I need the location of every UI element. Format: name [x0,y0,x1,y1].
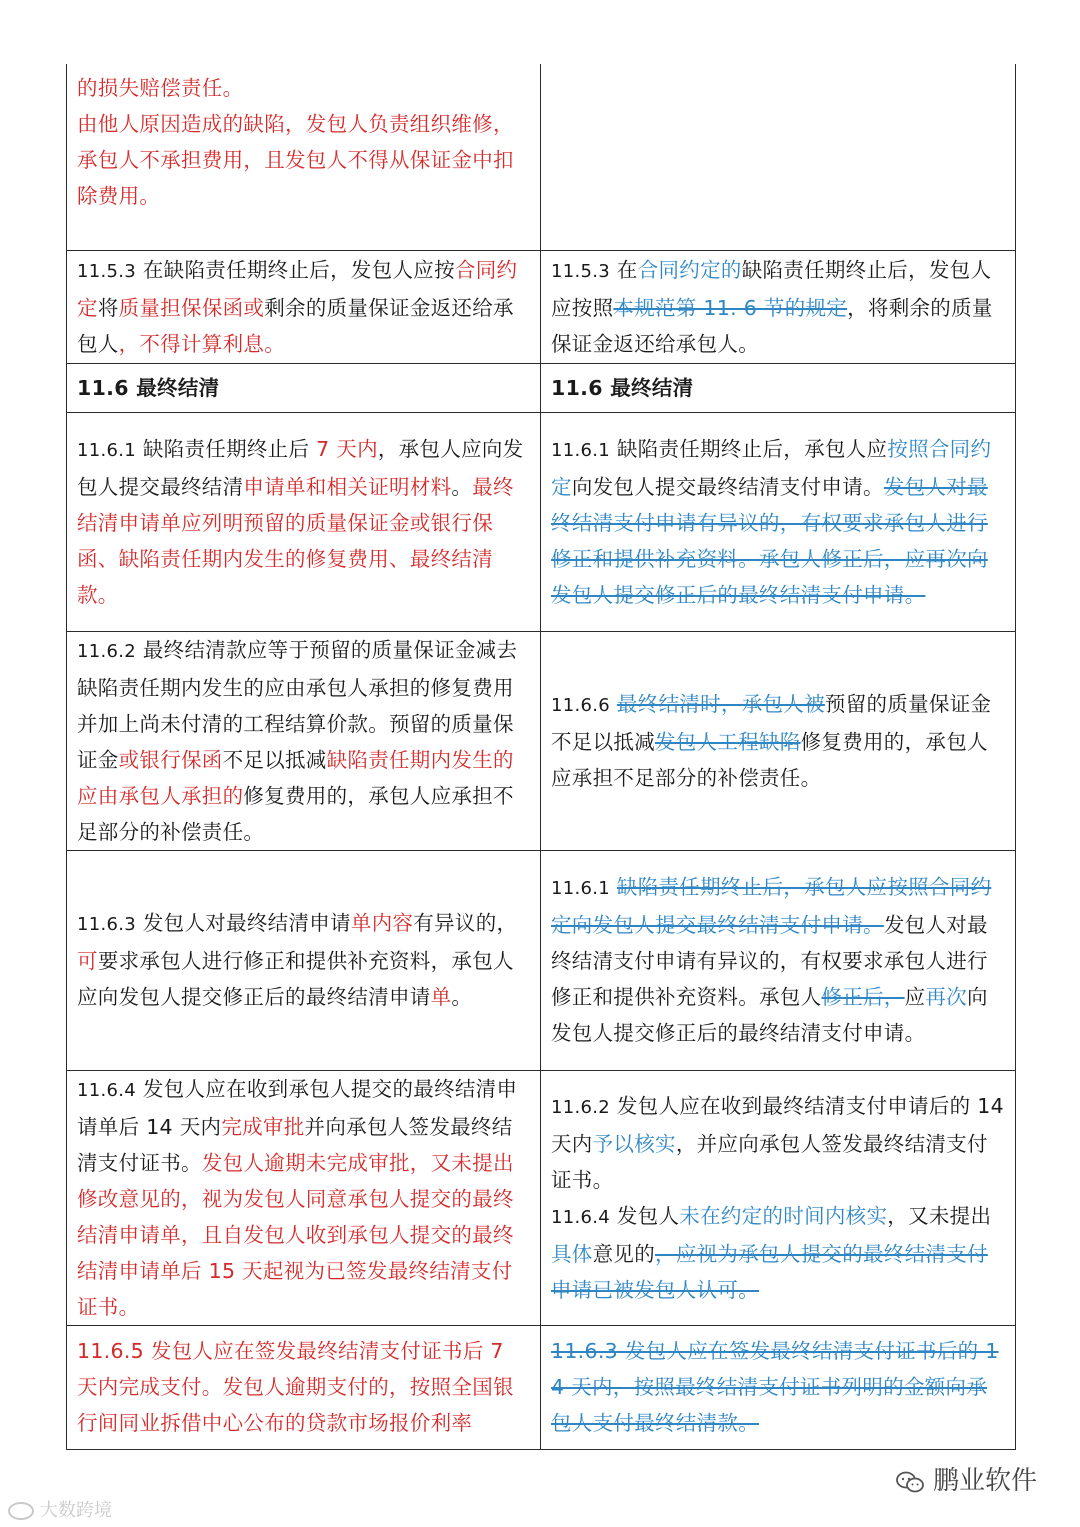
text-segment: 发包人应在收到承包人提交的最终结清申请单后 14 天内 [77,1076,518,1139]
clause-11-6-3-right [541,1325,1016,1449]
text-segment: 发包人对最终结清申请 [136,911,351,935]
clause-11-5-3-left [67,250,541,363]
text-segment: 11.6 最终结清 [77,375,220,400]
text-segment [610,875,617,899]
text-segment: 最终结清申请单应列明预留的质量保证金或银行保函、缺陷责任期内发生的修复费用、最终结清款。 [77,474,514,607]
text-segment: 预留的质量保证金不足以抵减 [551,691,992,754]
text-segment: 缺陷责任期终止后，发包人应按照 [551,257,992,320]
text-segment: 向发包人提交修正后的最终结清支付申请。 [551,985,988,1045]
text-segment: ，又未提出 [887,1203,992,1228]
text-segment: 11.6.6 [551,694,611,716]
clause-11-6-3-left [67,850,541,1070]
row1-right-cell [541,64,1016,250]
text-segment: 发包人应在收到最终结清支付申请后的 14 天内 [551,1093,1004,1156]
text-segment: 有异议的， [413,911,518,935]
clause-11-5-3-right [541,250,1016,363]
text-segment: 发包人对最终结清支付申请有异议的，有权要求承包人进行修正和提供补充资料。承包人 [551,913,988,1009]
text-segment: ，承包人应向发包人提交最终结清 [77,436,524,499]
watermark-logo-icon [8,1502,34,1520]
clause-11-6-1-right [541,412,1016,631]
text-segment: 具体 [551,1241,593,1266]
text-segment: ，不得计算利息。 [118,331,286,356]
text-segment: 或银行保函 [118,747,223,772]
text-segment: 11.6.1 [551,878,611,899]
text-segment: 11.6.3 [77,914,137,935]
text-segment: 修正后， [821,985,905,1009]
text-segment: 。 [451,985,473,1009]
text-segment: 质量担保保函或 [118,295,265,320]
clause-11-6-6-right [541,631,1016,850]
text-segment: ，并应向承包人签发最终结清支付证书。 [551,1131,988,1192]
text-segment: 缺陷责任期内发生的应由承包人承担的 [77,747,514,808]
text-segment: 合同约定的 [637,257,742,282]
text-segment: 向发包人提交最终结清支付申请。 [571,474,884,499]
watermark-left-text: 大数跨境 [40,1500,112,1521]
text-segment: 未在约定的时间内核实 [679,1203,888,1228]
text-segment: 11.6.5 发包人应在签发最终结清支付证书后 7 天内完成支付。发包人逾期支付的，按照全国银行间同业拆借中心公布的贷款市场报价利率 [77,1339,514,1435]
text-segment: 本规范第 11. 6 节的规定 [613,295,848,320]
text-segment: 修复费用的，承包人应承担不足部分的补偿责任。 [551,729,988,790]
text-segment: 发包人工程缺陷 [655,729,801,754]
text-segment: 11.6.4 [77,1079,137,1101]
wechat-icon [895,1470,925,1494]
clause-11-6-2-left [67,631,541,850]
text-segment: 11.6.3 发包人应在签发最终结清支付证书后的 14 天内，按照最终结清支付证书列明的金额向承包人支付最终结清款。 [551,1339,999,1435]
text-segment [610,692,617,716]
text-segment: 11.6.4 [551,1206,611,1228]
text-segment: 的损失赔偿责任。 [77,76,244,100]
watermark-right [895,1460,1037,1497]
text-segment: 予以核实 [592,1131,676,1156]
text-segment: 发包人逾期未完成审批，又未提出修改意见的，视为发包人同意承包人提交的最终结清申请单，且自发包人收到承包人提交的最终结清申请单后 15 天起视为已签发最终结清支付证书。 [77,1150,514,1319]
text-segment: 最终结清时，承包人被 [616,691,825,716]
clause-11-6-4-left [67,1070,541,1325]
text-segment: 不足以抵减 [222,747,327,772]
text-segment: 按照合同约定 [551,436,992,499]
text-segment: 11.6.1 [77,439,137,461]
text-segment: 11.6.2 [77,640,137,662]
text-segment: 单内容 [350,911,414,935]
text-segment: 发包人 [610,1203,680,1228]
text-segment: 在 [610,257,638,282]
text-segment: 11.5.3 [551,260,611,282]
text-segment: 。 [451,474,473,499]
text-segment: 将 [97,295,119,320]
text-segment: 最终结清款应等于预留的质量保证金减去缺陷责任期内发生的应由承包人承担的修复费用并加上尚未付清的工程结算价款。预留的质量保证金 [77,637,518,772]
text-segment: 缺陷责任期终止后 [136,436,317,461]
text-segment: 合同约定 [77,257,518,320]
text-segment: 意见的 [592,1241,656,1266]
text-segment: 7 天内 [316,436,378,461]
text-segment: 再次 [925,985,968,1009]
text-segment: 由他人原因造成的缺陷，发包人负责组织维修，承包人不承担费用，且发包人不得从保证金中扣除费用。 [77,112,514,208]
clause-11-6-5-left [67,1325,541,1449]
clause-11-6-1-dispute-right [541,850,1016,1070]
text-segment: 申请单和相关证明材料 [243,474,452,499]
text-segment: 11.6.2 [551,1096,611,1118]
text-segment: 11.6 最终结清 [551,375,694,400]
text-segment: 完成审批 [221,1114,305,1139]
watermark-right-text: 鹏业软件 [933,1466,1038,1496]
text-segment: 要求承包人进行修正和提供补充资料，承包人应向发包人提交修正后的最终结清申请 [77,949,514,1009]
text-segment: 11.6.1 [551,439,611,461]
text-segment: 可 [77,949,98,973]
text-segment: ，应视为承包人提交的最终结清支付申请已被发包人认可。 [551,1241,988,1302]
text-segment: 修复费用的，承包人应承担不足部分的补偿责任。 [77,783,514,844]
text-segment: 并向承包人签发最终结清支付证书。 [77,1114,513,1175]
text-segment: 应 [904,985,926,1009]
clause-11-6-2-11-6-4-right [541,1070,1016,1325]
text-segment: 11.5.3 [77,260,137,282]
section-11-6-heading-right [541,363,1016,412]
row1-left-cell [67,64,541,250]
clause-comparison-table [66,64,1016,1450]
clause-11-6-1-left [67,412,541,631]
text-segment: 缺陷责任期终止后，承包人应按照合同约定向发包人提交最终结清支付申请。 [551,875,992,937]
section-11-6-heading-left [67,363,541,412]
text-segment: 在缺陷责任期终止后，发包人应按 [136,257,455,282]
watermark-left [8,1496,112,1522]
text-segment: ，将剩余的质量保证金返还给承包人。 [551,295,993,356]
text-segment: 剩余的质量保证金返还给承包人 [77,295,514,356]
text-segment: 单 [430,985,452,1009]
text-segment: 发包人对最终结清支付申请有异议的，有权要求承包人进行修正和提供补充资料。承包人修正后，应再次向发包人提交修正后的最终结清支付申请。 [551,474,988,607]
text-segment: 缺陷责任期终止后，承包人应 [610,436,888,461]
